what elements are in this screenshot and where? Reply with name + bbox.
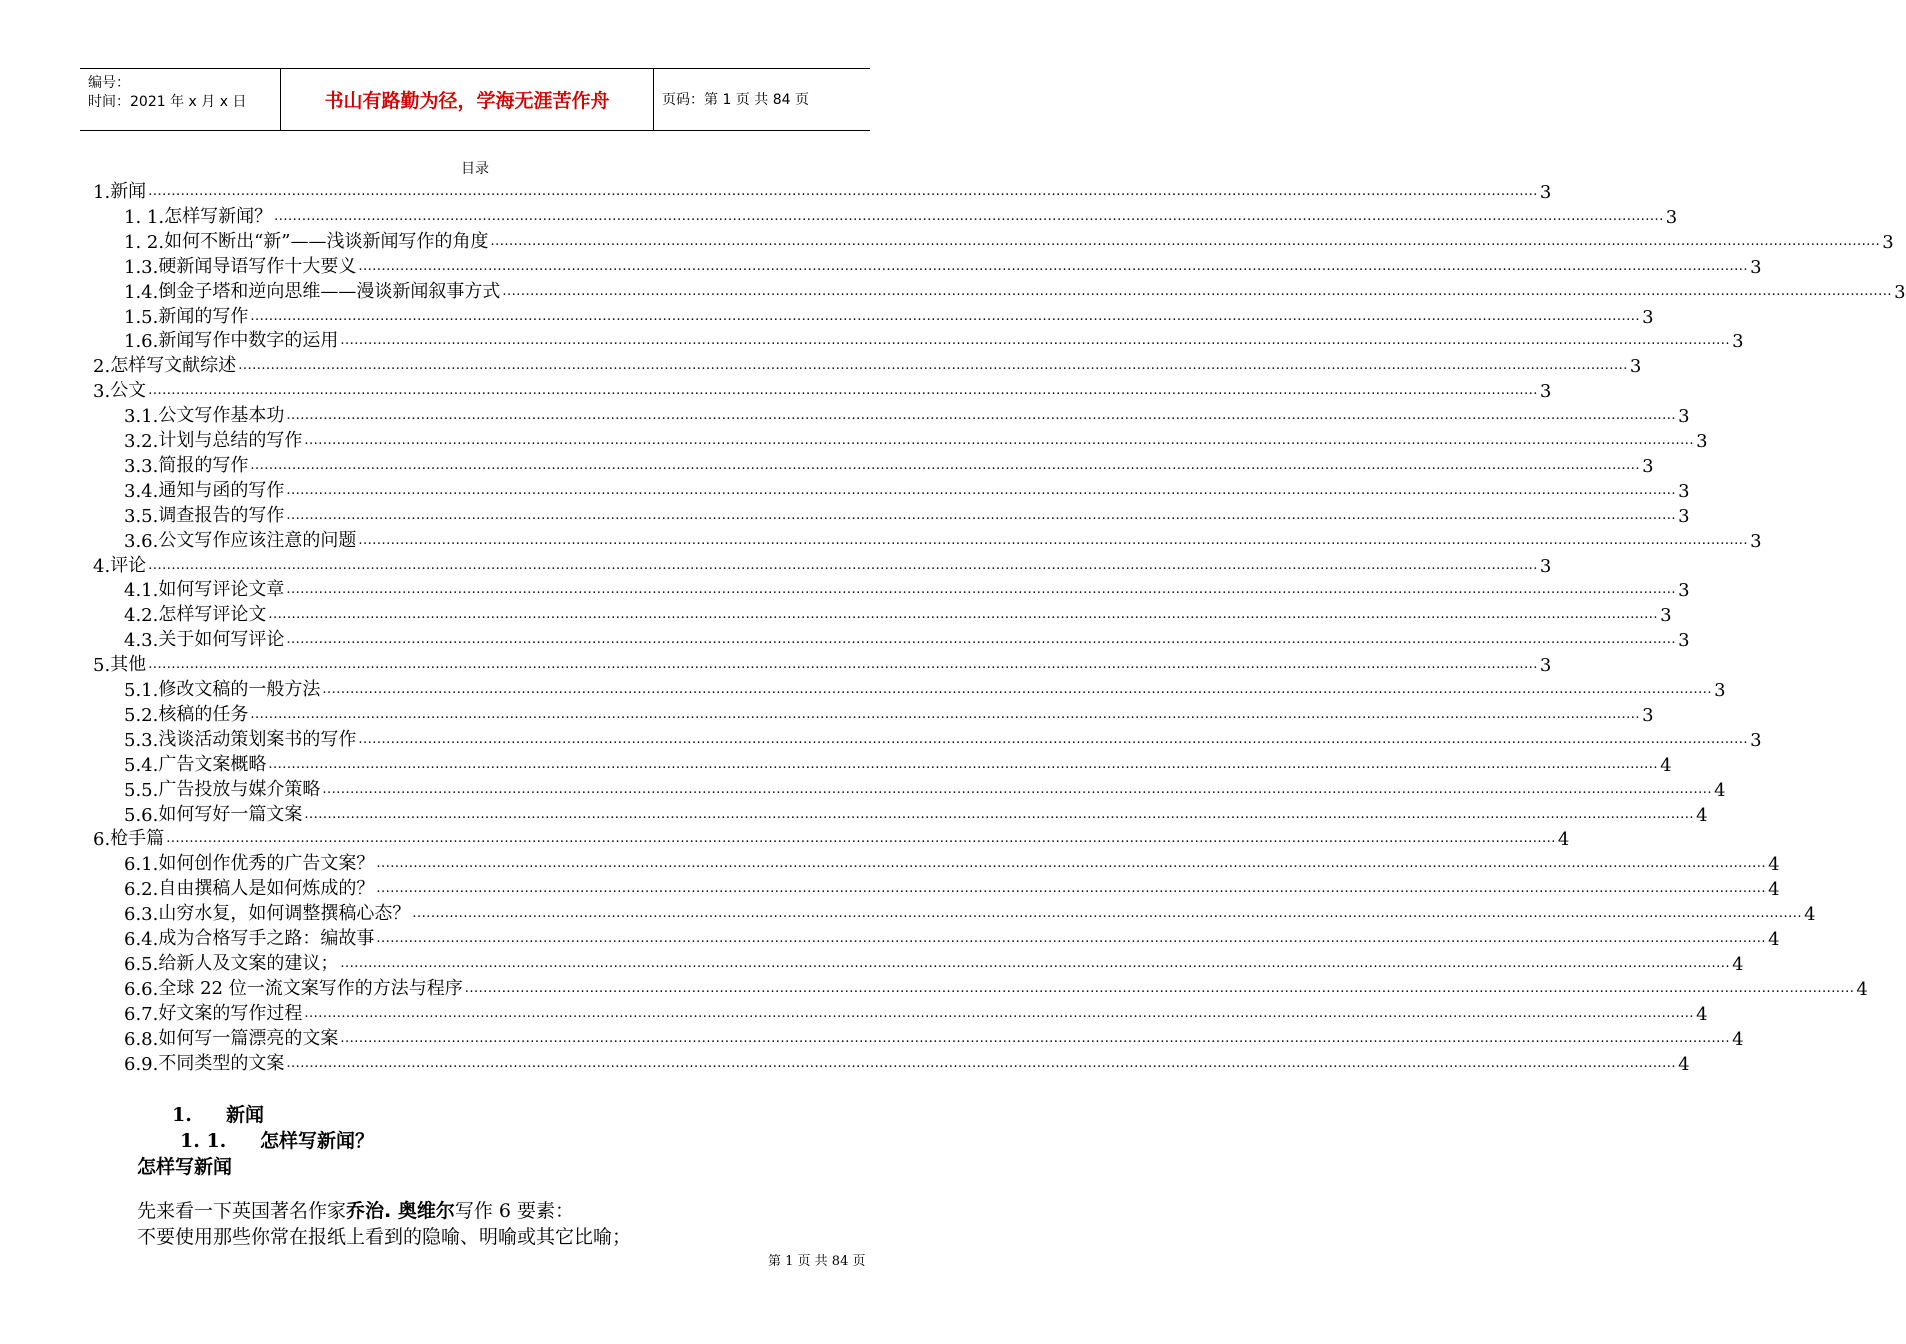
toc-entry-page: 4 <box>1768 929 1780 950</box>
toc-entry-page: 3 <box>1882 231 1894 253</box>
toc-entry[interactable] <box>124 925 1780 950</box>
toc-entry-title: 新闻写作中数字的运用 <box>158 330 339 352</box>
header-meta-cell <box>80 69 281 130</box>
toc-entry-page: 4 <box>1660 754 1672 776</box>
toc-entry-title: 公文 <box>110 380 147 402</box>
toc-entry-page: 3 <box>1539 655 1552 677</box>
toc-dot-leader: ............................................................................................................................................................................................................................................................................................................ <box>412 906 1803 922</box>
toc-entry[interactable] <box>93 825 1570 851</box>
toc-entry-page: 3 <box>1894 281 1906 303</box>
toc-entry-title: 山穷水复，如何调整撰稿心态？ <box>158 903 411 925</box>
paragraph-text: 先来看一下英国著名作家 <box>137 1200 347 1222</box>
toc-entry-title: 好文案的写作过程 <box>158 1002 303 1024</box>
toc-dot-leader: ............................................................................................................................................................................................................................................................................................................ <box>286 632 1677 648</box>
toc-entry[interactable] <box>124 900 1816 926</box>
toc-entry[interactable] <box>124 950 1744 975</box>
toc-dot-leader: ............................................................................................................................................................................................................................................................................................................ <box>148 184 1538 199</box>
toc-entry-title: 调查报告的写作 <box>158 504 285 526</box>
toc-dot-leader: ............................................................................................................................................................................................................................................................................................................ <box>340 1030 1731 1046</box>
toc-entry[interactable] <box>124 676 1726 701</box>
toc-entry-page: 3 <box>1642 704 1654 726</box>
toc-entry-title: 如何创作优秀的广告文案？ <box>158 853 375 875</box>
toc-entry-title: 广告文案概略 <box>158 753 267 775</box>
toc-entry-title: 给新人及文案的建议； <box>158 952 339 974</box>
toc-dot-leader: ............................................................................................................................................................................................................................................................................................................ <box>274 208 1664 224</box>
toc-entry-number: 5.1. <box>124 680 159 701</box>
toc-entry-title: 公文写作基本功 <box>158 405 285 427</box>
toc-entry[interactable] <box>124 751 1672 776</box>
toc-dot-leader: ............................................................................................................................................................................................................................................................................................................ <box>304 433 1695 448</box>
toc-dot-leader: ............................................................................................................................................................................................................................................................................................................ <box>376 881 1767 897</box>
toc-entry-title: 如何不断出“新”——浅谈新闻写作的角度 <box>164 230 489 252</box>
toc-entry-number: 3. <box>93 381 111 403</box>
toc-dot-leader: ............................................................................................................................................................................................................................................................................................................ <box>148 383 1538 399</box>
toc-dot-leader: ............................................................................................................................................................................................................................................................................................................ <box>464 980 1855 996</box>
section-heading-2 <box>180 1126 374 1153</box>
header-motto: 书山有路勤为径，学海无涯苦作舟 <box>324 90 610 112</box>
toc-dot-leader: ............................................................................................................................................................................................................................................................................................................ <box>358 258 1749 274</box>
toc-entry-page: 4 <box>1768 879 1780 901</box>
toc-entry-page: 4 <box>1696 804 1708 826</box>
toc-entry-number: 4. <box>93 555 111 577</box>
toc-dot-leader: ............................................................................................................................................................................................................................................................................................................ <box>340 333 1731 349</box>
toc-entry-title: 公文写作应该注意的问题 <box>158 529 357 551</box>
toc-entry[interactable] <box>124 576 1690 602</box>
toc-dot-leader: ............................................................................................................................................................................................................................................................................................................ <box>490 233 1881 249</box>
header-motto-cell <box>281 69 654 130</box>
toc-entry-page: 3 <box>1665 206 1678 228</box>
toc-entry-title: 如何写评论文章 <box>158 579 285 601</box>
toc-entry-page: 4 <box>1714 779 1726 801</box>
toc-entry-page: 3 <box>1678 505 1690 527</box>
header-page-number: 页码：第 1 页 共 84 页 <box>662 92 809 108</box>
toc-entry[interactable] <box>124 502 1690 527</box>
paragraph-intro <box>137 1196 574 1223</box>
toc-dot-leader: ............................................................................................................................................................................................................................................................................................................ <box>322 682 1713 697</box>
toc-entry-number: 1. 2. <box>124 231 165 253</box>
toc-entry[interactable] <box>124 303 1654 328</box>
toc-entry[interactable] <box>124 1000 1708 1025</box>
toc-dot-leader: ............................................................................................................................................................................................................................................................................................................ <box>304 806 1695 822</box>
toc-entry[interactable] <box>93 352 1642 378</box>
toc-entry-page: 3 <box>1642 306 1654 328</box>
toc-entry[interactable] <box>124 801 1708 826</box>
toc-entry-page: 4 <box>1732 953 1744 975</box>
page-footer: 第 1 页 共 84 页 <box>768 1254 866 1269</box>
section-heading-number: 1. <box>172 1104 192 1126</box>
toc-dot-leader: ............................................................................................................................................................................................................................................................................................................ <box>286 507 1677 523</box>
toc-entry[interactable] <box>124 626 1690 652</box>
toc-entry-title: 怎样写文献综述 <box>110 355 237 377</box>
toc-entry-page: 4 <box>1732 1028 1744 1050</box>
toc-entry[interactable] <box>124 601 1672 627</box>
toc-entry-title: 其他 <box>110 654 147 676</box>
toc-entry-number: 5.5. <box>124 779 159 801</box>
toc-entry-number: 3.6. <box>124 530 159 552</box>
toc-entry-number: 6.5. <box>124 953 159 975</box>
toc-entry[interactable] <box>124 875 1780 901</box>
toc-entry-page: 4 <box>1557 829 1570 851</box>
toc-entry-title: 如何写一篇漂亮的文案 <box>158 1027 339 1049</box>
toc-dot-leader: ............................................................................................................................................................................................................................................................................................................ <box>268 756 1659 772</box>
toc-entry-number: 6.2. <box>124 879 159 901</box>
toc-entry-title: 成为合格写手之路：编故事 <box>158 928 375 949</box>
toc-dot-leader: ............................................................................................................................................................................................................................................................................................................ <box>148 557 1538 573</box>
toc-dot-leader: ............................................................................................................................................................................................................................................................................................................ <box>502 283 1893 299</box>
toc-entry-title: 简报的写作 <box>158 454 249 476</box>
toc-entry-page: 3 <box>1629 356 1642 378</box>
toc-entry[interactable] <box>124 228 1894 253</box>
toc-entry-page: 3 <box>1539 555 1552 577</box>
toc-entry[interactable] <box>124 253 1762 278</box>
toc-entry-title: 如何写好一篇文案 <box>158 803 303 825</box>
toc-entry-number: 3.1. <box>124 406 159 428</box>
toc-entry-number: 6.1. <box>124 854 159 876</box>
toc-entry-page: 3 <box>1750 530 1762 552</box>
toc-entry-number: 1.4. <box>124 281 159 303</box>
document-number-label: 编号： <box>88 75 130 91</box>
toc-entry-number: 1.3. <box>124 256 159 278</box>
toc-entry-number: 4.1. <box>124 580 159 602</box>
toc-entry-title: 倒金子塔和逆向思维——漫谈新闻叙事方式 <box>158 280 501 302</box>
toc-title: 目录 <box>461 161 489 177</box>
toc-entry-title: 新闻的写作 <box>158 305 249 327</box>
toc-entry-title: 评论 <box>110 554 147 576</box>
toc-entry-number: 6.6. <box>124 978 159 1000</box>
toc-entry[interactable] <box>124 402 1690 428</box>
toc-entry-page: 3 <box>1750 256 1762 278</box>
toc-entry-number: 6.3. <box>124 904 159 926</box>
toc-entry-title: 怎样写新闻？ <box>164 205 273 227</box>
toc-entry-number: 6.9. <box>124 1053 159 1075</box>
toc-entry-page: 4 <box>1856 978 1868 1000</box>
toc-entry[interactable] <box>124 477 1690 502</box>
document-date-label: 时间：2021 年 x 月 x 日 <box>88 94 247 110</box>
toc-entry-title: 新闻 <box>110 181 147 202</box>
toc-entry-title: 全球 22 位一流文案写作的方法与程序 <box>158 977 463 999</box>
toc-entry-page: 4 <box>1768 854 1780 876</box>
toc-entry[interactable] <box>124 203 1678 228</box>
toc-entry-page: 3 <box>1732 331 1744 353</box>
article-title: 怎样写新闻 <box>137 1156 233 1178</box>
page-header <box>80 68 870 131</box>
toc-entry-page: 3 <box>1660 605 1672 627</box>
toc-entry-number: 4.2. <box>124 605 159 627</box>
toc-entry-number: 6.7. <box>124 1003 159 1025</box>
toc-entry[interactable] <box>93 377 1552 403</box>
toc-entry-number: 5.3. <box>124 729 159 751</box>
toc-dot-leader: ............................................................................................................................................................................................................................................................................................................ <box>238 358 1628 374</box>
toc-entry[interactable] <box>124 850 1780 876</box>
toc-entry-page: 3 <box>1678 580 1690 602</box>
toc-entry-page: 3 <box>1678 406 1690 428</box>
toc-entry-title: 不同类型的文案 <box>158 1052 285 1074</box>
toc-entry-page: 3 <box>1539 182 1552 203</box>
toc-dot-leader: ............................................................................................................................................................................................................................................................................................................ <box>286 408 1677 424</box>
toc-dot-leader: ............................................................................................................................................................................................................................................................................................................ <box>250 706 1641 722</box>
toc-entry-page: 3 <box>1750 729 1762 751</box>
paragraph-text: 写作 6 要素： <box>454 1200 575 1222</box>
toc-dot-leader: ............................................................................................................................................................................................................................................................................................................ <box>358 532 1749 548</box>
toc-entry-number: 3.2. <box>124 431 159 452</box>
toc-entry-page: 4 <box>1696 1003 1708 1025</box>
toc-entry-number: 6.8. <box>124 1028 159 1050</box>
toc-dot-leader: ............................................................................................................................................................................................................................................................................................................ <box>358 731 1749 747</box>
toc-entry-number: 5. <box>93 655 111 677</box>
toc-entry[interactable] <box>124 527 1762 552</box>
toc-entry-title: 计划与总结的写作 <box>158 430 303 451</box>
toc-entry[interactable] <box>124 452 1654 477</box>
toc-entry-number: 6.4. <box>124 929 159 950</box>
toc-entry-title: 枪手篇 <box>110 828 165 850</box>
toc-dot-leader: ............................................................................................................................................................................................................................................................................................................ <box>166 831 1556 847</box>
subsection-heading-number: 1. 1. <box>180 1130 227 1152</box>
toc-dot-leader: ............................................................................................................................................................................................................................................................................................................ <box>286 482 1677 498</box>
toc-entry[interactable] <box>124 776 1726 801</box>
toc-dot-leader: ............................................................................................................................................................................................................................................................................................................ <box>376 856 1767 872</box>
toc-entry-page: 3 <box>1678 480 1690 502</box>
paragraph-rule-1: 不要使用那些你常在报纸上看到的隐喻、明喻或其它比喻； <box>137 1226 632 1248</box>
toc-entry-number: 1. 1. <box>124 206 165 228</box>
toc-entry-number: 4.3. <box>124 630 159 652</box>
toc-entry-title: 关于如何写评论 <box>158 629 285 651</box>
toc-dot-leader: ............................................................................................................................................................................................................................................................................................................ <box>340 955 1731 971</box>
toc-entry-number: 2. <box>93 356 111 378</box>
toc-entry[interactable] <box>93 552 1552 577</box>
toc-dot-leader: ............................................................................................................................................................................................................................................................................................................ <box>148 657 1538 673</box>
toc-entry[interactable] <box>124 1025 1744 1050</box>
toc-entry-title: 通知与函的写作 <box>158 479 285 501</box>
toc-entry-page: 3 <box>1714 680 1726 701</box>
toc-entry-title: 广告投放与媒介策略 <box>158 778 321 800</box>
toc-entry-number: 3.5. <box>124 505 159 527</box>
toc-dot-leader: ............................................................................................................................................................................................................................................................................................................ <box>250 457 1641 473</box>
toc-entry-title: 硬新闻导语写作十大要义 <box>158 255 357 277</box>
toc-entry-title: 修改文稿的一般方法 <box>158 679 321 700</box>
toc-entry[interactable] <box>93 178 1552 203</box>
toc-entry[interactable] <box>124 975 1868 1000</box>
toc-entry-number: 1.5. <box>124 306 159 328</box>
toc-dot-leader: ............................................................................................................................................................................................................................................................................................................ <box>322 781 1713 797</box>
toc-entry-number: 5.2. <box>124 704 159 726</box>
toc-entry-number: 5.4. <box>124 754 159 776</box>
toc-entry-page: 3 <box>1678 630 1690 652</box>
toc-entry[interactable] <box>93 651 1552 677</box>
toc-entry[interactable] <box>124 726 1762 751</box>
toc-entry-title: 怎样写评论文 <box>158 604 267 626</box>
subsection-heading-text: 怎样写新闻？ <box>260 1130 375 1152</box>
toc-entry-title: 自由撰稿人是如何炼成的？ <box>158 878 375 900</box>
toc-entry-page: 3 <box>1642 455 1654 477</box>
author-name: 乔治. 奥维尔 <box>346 1200 455 1222</box>
toc-entry-page: 3 <box>1539 381 1552 403</box>
toc-dot-leader: ............................................................................................................................................................................................................................................................................................................ <box>286 582 1677 598</box>
toc-dot-leader: ............................................................................................................................................................................................................................................................................................................ <box>376 931 1767 946</box>
toc-entry-number: 6. <box>93 829 111 851</box>
header-page-cell <box>654 69 870 130</box>
toc-entry-page: 4 <box>1678 1053 1690 1075</box>
toc-entry-title: 浅谈活动策划案书的写作 <box>158 728 357 750</box>
toc-entry-page: 3 <box>1696 431 1708 452</box>
toc-entry-number: 3.4. <box>124 480 159 502</box>
section-heading-1 <box>172 1100 264 1127</box>
toc-entry[interactable] <box>124 278 1906 303</box>
toc-dot-leader: ............................................................................................................................................................................................................................................................................................................ <box>250 308 1641 324</box>
toc-dot-leader: ............................................................................................................................................................................................................................................................................................................ <box>304 1005 1695 1021</box>
section-heading-text: 新闻 <box>226 1104 265 1126</box>
toc-entry-number: 3.3. <box>124 455 159 477</box>
toc-entry-number: 5.6. <box>124 804 159 826</box>
toc-entry[interactable] <box>124 327 1744 353</box>
toc-entry[interactable] <box>124 427 1708 452</box>
toc-entry-number: 1. <box>93 182 111 203</box>
toc-entry-title: 核稿的任务 <box>158 703 249 725</box>
toc-entry-number: 1.6. <box>124 331 159 353</box>
toc-entry[interactable] <box>124 701 1654 726</box>
toc-entry-page: 4 <box>1804 904 1816 926</box>
toc-dot-leader: ............................................................................................................................................................................................................................................................................................................ <box>286 1055 1677 1071</box>
toc-dot-leader: ............................................................................................................................................................................................................................................................................................................ <box>268 607 1659 623</box>
toc-entry[interactable] <box>124 1050 1690 1075</box>
